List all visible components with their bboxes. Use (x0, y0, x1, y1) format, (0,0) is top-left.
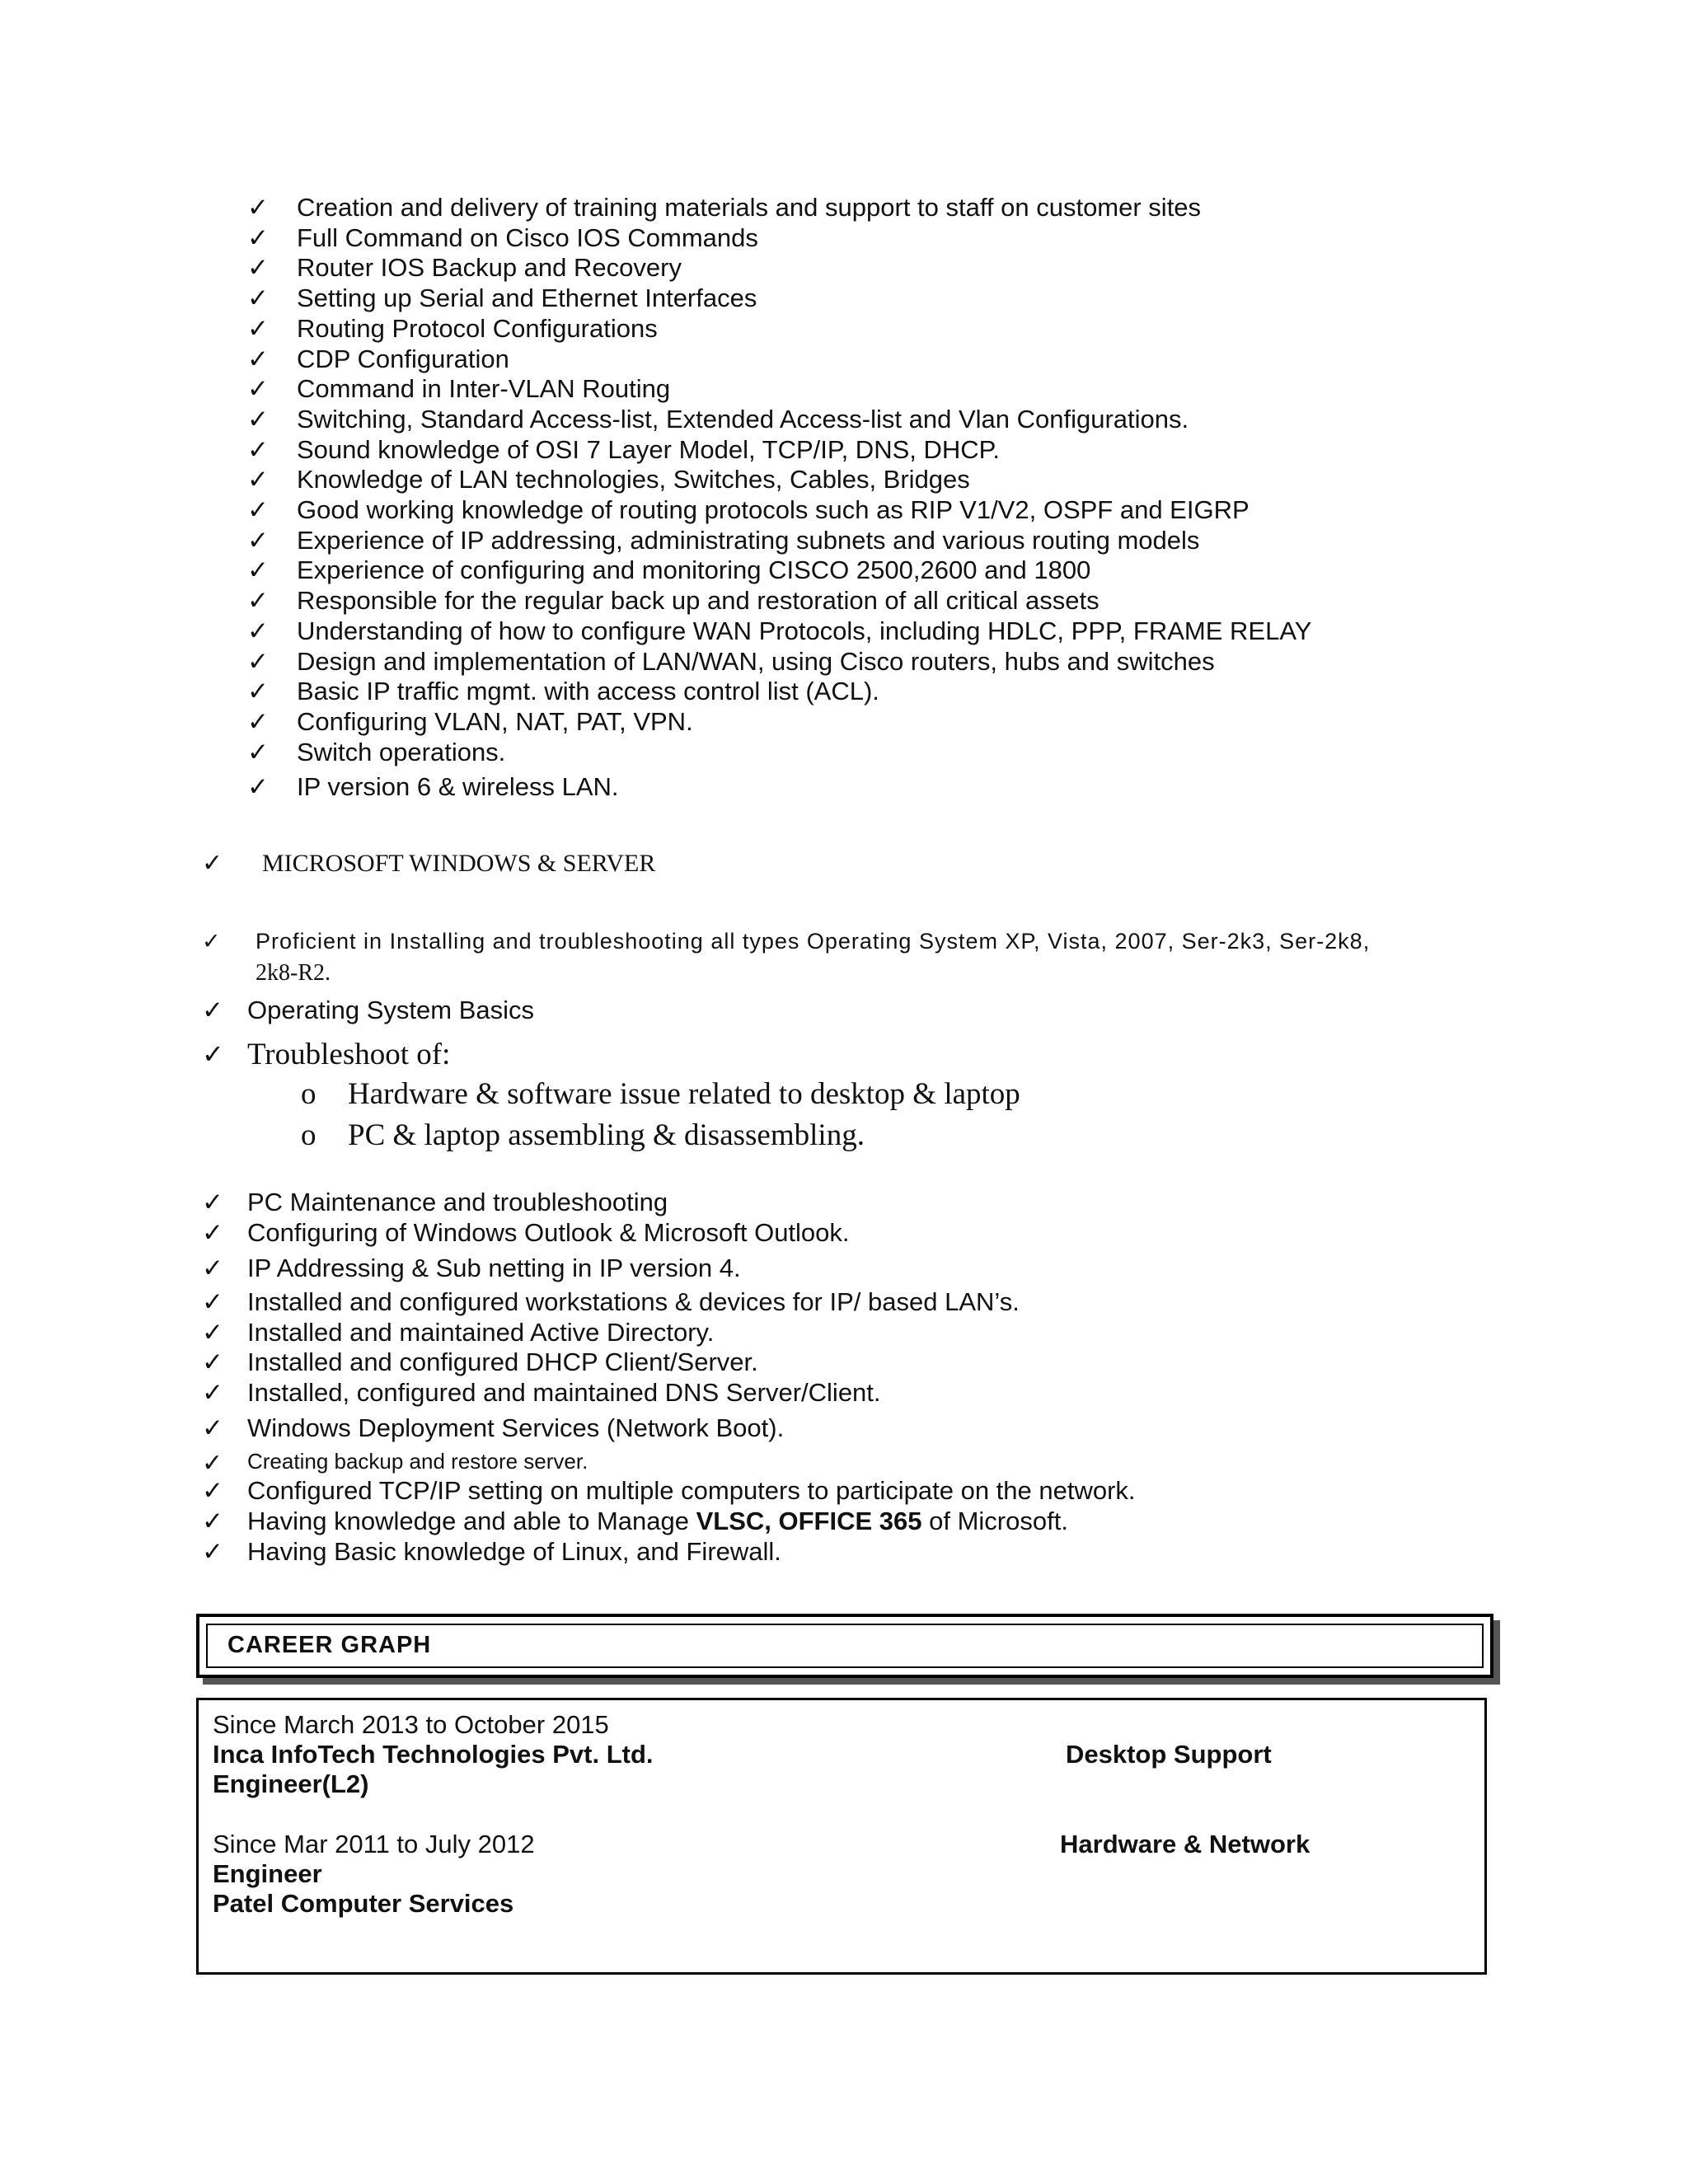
job-period: Since Mar 2011 to July 2012 (213, 1830, 535, 1858)
checkmark-icon: ✓ (202, 1218, 223, 1247)
checkmark-icon: ✓ (202, 1537, 223, 1566)
checkmark-icon: ✓ (247, 405, 269, 434)
job-period: Since March 2013 to October 2015 (213, 1710, 609, 1739)
job-company: Patel Computer Services (213, 1889, 514, 1918)
checkmark-icon: ✓ (202, 1318, 223, 1347)
checkmark-icon: ✓ (247, 344, 269, 373)
checkmark-icon: ✓ (202, 1378, 223, 1407)
checkmark-icon: ✓ (202, 1188, 223, 1216)
checkmark-icon: ✓ (247, 435, 269, 464)
checkmark-icon: ✓ (247, 253, 269, 282)
checkmark-icon: ✓ (202, 1450, 223, 1477)
checkmark-icon: ✓ (247, 586, 269, 615)
checkmark-icon: ✓ (247, 284, 269, 312)
checkmark-icon: ✓ (247, 647, 269, 676)
checkmark-icon: ✓ (202, 1254, 223, 1282)
checkmark-icon: ✓ (202, 996, 223, 1024)
checkmark-icon: ✓ (247, 738, 269, 766)
checkmark-icon: ✓ (202, 1039, 224, 1069)
job-role-continuation: Engineer(L2) (213, 1769, 369, 1798)
checkmark-icon: ✓ (247, 555, 269, 584)
resume-page: ✓ Creation and delivery of training materials and support to staff on customer sites ✓ Full Command on Cisco IOS Commands ✓ Router IOS Backup and Recovery ✓ Setting up Serial and Ethernet Interfaces ✓ Routing Protocol Configurations ✓ CDP Configuration ✓ Command in Inter-VLAN Routing ✓ Switching, Standard Access-list, Extended Access-list and Vlan Configurations. ✓ Sound knowledge of OSI 7 Layer Model, TCP/IP, DNS, DHCP. ✓ Knowledge of LAN technologies, Switches, Cables, Bridges ✓ Good working knowledge of routing protocols such as RIP V1/V2, OSPF and EIGRP ✓ Experience of IP addressing, administrating subnets and various routing models ✓ Experience of configuring and monitoring CISCO 2500,2600 and 1800 ✓ Responsible for the regular back up and restoration of all critical assets ✓ Understanding of how to configure WAN Protocols, including HDLC, PPP, FRAME RELAY ✓ Design and implementation of LAN/WAN, using Cisco routers, hubs and switches ✓ Basic IP traffic mgmt. with access control list (ACL). ✓ Configuring VLAN, NAT, PAT, VPN. ✓ Switch operations. ✓ IP version 6 & wireless LAN. ✓ MICROSOFT WINDOWS & SERVER ✓ Proficient in Installing and troubleshooting all types Operating System XP, Vista, 2007, Ser-2k3, Ser-2k8, 2k8-R2. ✓ Operating System Basics ✓ Troubleshoot of: o Hardware & software issue related to desktop & laptop o PC & laptop assembling & disassembling. ✓ PC Maintenance and troubleshooting ✓ Configuring of Windows Outlook & Microsoft Outlook. ✓ IP Addressing & Sub netting in IP version 4. ✓ Installed and configured workstations & devices for IP/ based LAN’s. ✓ Installed and maintained Active Directory. ✓ Installed and configured DHCP Client/Server. ✓ Installed, configured and maintained DNS Server/Client. ✓ Windows Deployment Services (Network Boot). ✓ Creating backup and restore server. ✓ Configured TCP/IP setting on multiple computers to participate on the network. ✓ Having knowledge and able to Manage VLSC, OFFICE 365 of Microsoft. ✓ Having Basic knowledge of Linux, and Firewall. CAREER GRAPH Since March 2013 to October 2015 Inca InfoTech Technologies Pvt. Ltd. Desktop Support Engineer(L2) Since Mar 2011 to July 2012 Hardware & Network Engineer Patel Computer Services (0, 0, 1688, 2184)
checkmark-icon: ✓ (247, 616, 269, 645)
job-role-continuation: Engineer (213, 1859, 322, 1888)
checkmark-icon: ✓ (202, 1476, 223, 1505)
checkmark-icon: ✓ (247, 223, 269, 252)
circle-bullet-icon: o (301, 1077, 316, 1111)
checkmark-icon: ✓ (247, 707, 269, 736)
career-graph-box (196, 1698, 1487, 1975)
checkmark-icon: ✓ (202, 1413, 223, 1442)
checkmark-icon: ✓ (247, 465, 269, 494)
checkmark-icon: ✓ (247, 772, 269, 801)
career-graph-header (196, 1614, 1493, 1678)
checkmark-icon: ✓ (247, 495, 269, 524)
job-role: Desktop Support (1066, 1740, 1272, 1769)
job-role: Hardware & Network (1060, 1830, 1311, 1858)
checkmark-icon: ✓ (202, 1287, 223, 1316)
job-company: Inca InfoTech Technologies Pvt. Ltd. (213, 1740, 654, 1769)
checkmark-icon: ✓ (202, 1347, 223, 1376)
circle-bullet-icon: o (301, 1118, 316, 1152)
checkmark-icon: ✓ (247, 314, 269, 343)
checkmark-icon: ✓ (202, 1507, 223, 1535)
checkmark-icon: ✓ (247, 526, 269, 555)
checkmark-icon: ✓ (247, 374, 269, 403)
section-heading: CAREER GRAPH (227, 1632, 432, 1658)
checkmark-icon: ✓ (202, 850, 223, 877)
checkmark-icon: ✓ (202, 929, 222, 954)
checkmark-icon: ✓ (247, 193, 269, 222)
checkmark-icon: ✓ (247, 677, 269, 705)
